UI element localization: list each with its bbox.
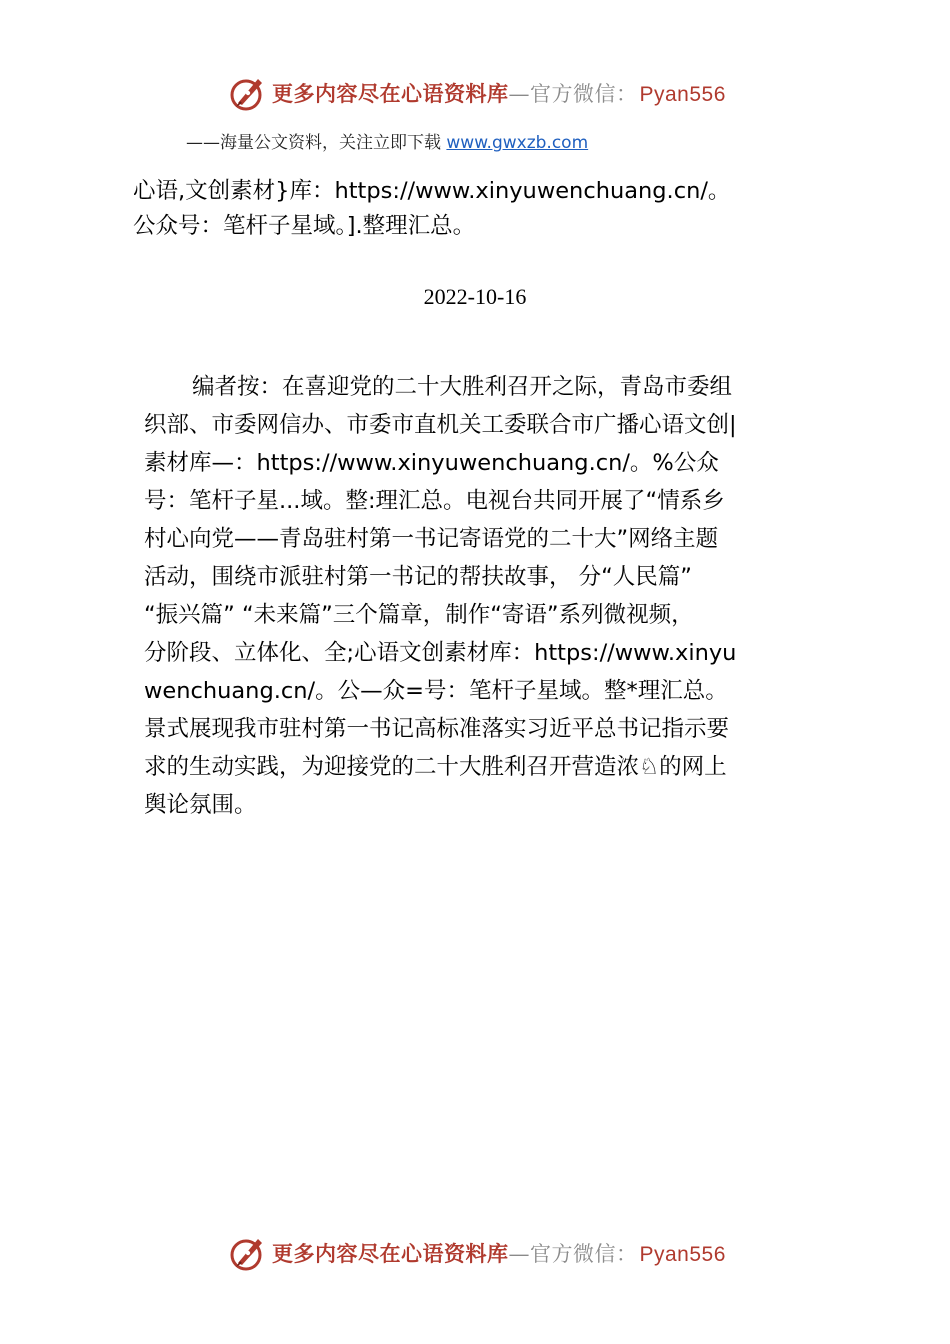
- footer-banner-official: 官方微信：: [530, 1242, 638, 1266]
- intro-line: 公众号：笔杆子星域。].整理汇总。: [133, 213, 476, 239]
- header-banner-dash: —: [508, 82, 530, 106]
- header-banner-text: [272, 78, 726, 108]
- body-line: 织部、市委网信办、市委市直机关工委联合市广播心语文创|: [144, 412, 737, 438]
- body-line: 分阶段、立体化、全;心语文创素材库：https://www.xinyu: [144, 640, 737, 666]
- tagline-link[interactable]: www.gwxzb.com: [446, 133, 589, 153]
- body-line: “振兴篇” “未来篇”三个篇章，制作“寄语”系列微视频，: [144, 602, 694, 628]
- body-line: 景式展现我市驻村第一书记高标准落实习近平总书记指示要: [144, 716, 730, 742]
- footer-banner-text: [272, 1238, 726, 1268]
- body-line: 号：笔杆子星...域。整:理汇总。电视台共同开展了“情系乡: [144, 488, 725, 514]
- footer-banner-dash: —: [508, 1242, 530, 1266]
- header-banner-main: 更多内容尽在心语资料库: [272, 81, 509, 106]
- header-banner-official: 官方微信：: [530, 82, 638, 106]
- tagline-text: ——海量公文资料，关注立即下载: [186, 133, 447, 153]
- footer-banner-main: 更多内容尽在心语资料库: [272, 1241, 509, 1266]
- header-banner-wechat-id: Pyan556: [639, 83, 726, 106]
- document-date: 2022-10-16: [423, 284, 527, 309]
- quill-pen-logo-icon: [228, 73, 268, 113]
- header-banner: [228, 70, 728, 116]
- body-line: 素材库—：https://www.xinyuwenchuang.cn/。%公众: [144, 450, 719, 476]
- body-line: 求的生动实践，为迎接党的二十大胜利召开营造浓♘的网上: [144, 754, 727, 780]
- tagline: [186, 128, 588, 153]
- body-line: 活动，围绕市派驻村第一书记的帮扶故事， 分“人民篇”: [144, 564, 692, 590]
- body-line: wenchuang.cn/。公—众=号：笔杆子星域。整*理汇总。: [144, 678, 728, 704]
- intro-line: 心语,文创素材}库：https://www.xinyuwenchuang.cn/。: [133, 178, 731, 204]
- body-line: 村心向党——青岛驻村第一书记寄语党的二十大”网络主题: [144, 526, 719, 552]
- intro-block: [133, 174, 833, 244]
- footer-banner: [228, 1230, 728, 1276]
- body-line: 编者按：在喜迎党的二十大胜利召开之际，青岛市委组: [192, 374, 733, 400]
- footer-banner-wechat-id: Pyan556: [639, 1243, 726, 1266]
- body-line: 舆论氛围。: [144, 792, 257, 818]
- quill-pen-logo-icon: [228, 1233, 268, 1273]
- body-paragraph: [144, 368, 834, 824]
